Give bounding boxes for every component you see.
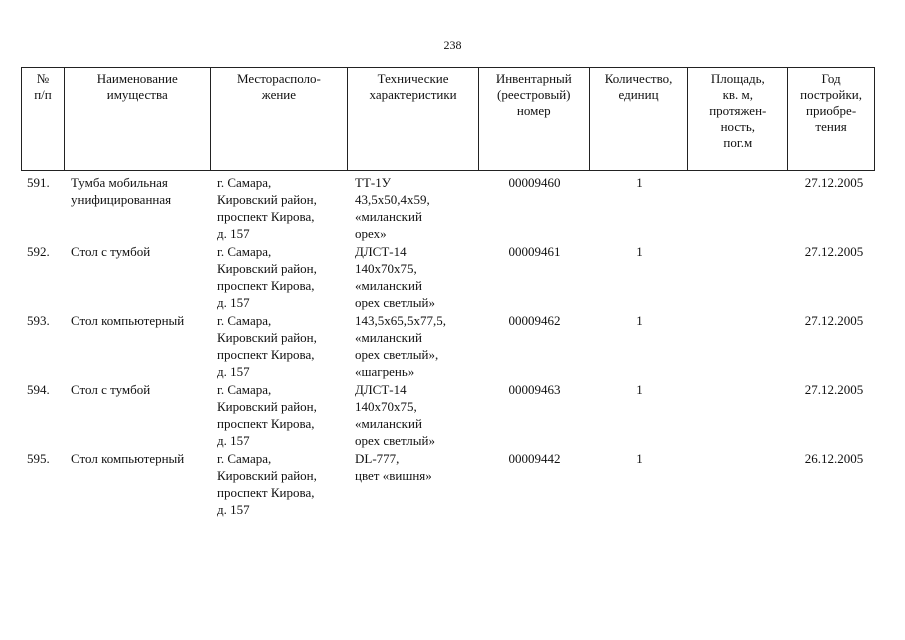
cell-name: Стол компьютерный [71,313,185,328]
header-year: Год постройки, приобре- тения [800,71,863,134]
cell-location: г. Самара, Кировский район, проспект Кирова, д. 157 [217,175,317,241]
cell-number: 595. [27,451,50,466]
header-name: Наименование имущества [65,68,211,170]
cell-area [689,171,789,240]
table-row [21,309,875,378]
table-row [21,378,875,447]
cell-number: 594. [27,382,50,397]
cell-quantity: 1 [636,175,643,190]
property-table [21,67,875,516]
cell-year: 27.12.2005 [804,313,864,328]
cell-name: Стол с тумбой [71,244,151,259]
header-location: Месторасполо- жение [211,68,349,170]
cell-area [689,309,789,378]
table-row [21,240,875,309]
cell-area [689,378,789,447]
cell-specs: ДЛСТ-14 140х70х75, «миланский орех светлый» [355,382,435,448]
cell-specs: DL-777, цвет «вишня» [355,451,432,483]
cell-year: 26.12.2005 [804,451,864,466]
cell-quantity: 1 [636,313,643,328]
header-inventory: Инвентарный (реестровый) номер [479,68,590,170]
table-header [21,67,875,171]
cell-specs: ДЛСТ-14 140х70х75, «миланский орех светлый» [355,244,435,310]
cell-location: г. Самара, Кировский район, проспект Кирова, д. 157 [217,244,317,310]
cell-quantity: 1 [636,451,643,466]
cell-area [689,447,789,516]
cell-year: 27.12.2005 [804,175,864,190]
cell-number: 591. [27,175,50,190]
cell-location: г. Самара, Кировский район, проспект Кирова, д. 157 [217,451,317,517]
header-specs: Технические характеристики [348,68,479,170]
cell-specs: ТТ-1У 43,5х50,4х59, «миланский орех» [355,175,430,241]
cell-name: Стол с тумбой [71,382,151,397]
cell-name: Стол компьютерный [71,451,185,466]
header-number: № п/п [22,68,65,170]
cell-specs: 143,5х65,5х77,5, «миланский орех светлый», «шагрень» [355,313,446,379]
cell-inventory: 00009460 [508,175,561,190]
cell-inventory: 00009461 [508,244,561,259]
cell-quantity: 1 [636,244,643,259]
cell-location: г. Самара, Кировский район, проспект Кирова, д. 157 [217,382,317,448]
cell-number: 593. [27,313,50,328]
page-number: 238 [443,38,462,52]
cell-year: 27.12.2005 [804,382,864,397]
table-row [21,447,875,516]
cell-year: 27.12.2005 [804,244,864,259]
cell-area [689,240,789,309]
cell-inventory: 00009463 [508,382,561,397]
cell-number: 592. [27,244,50,259]
cell-location: г. Самара, Кировский район, проспект Кирова, д. 157 [217,313,317,379]
header-quantity: Количество, единиц [590,68,689,170]
cell-quantity: 1 [636,382,643,397]
cell-name: Тумба мобильная унифицированная [71,175,172,207]
header-area: Площадь, кв. м, протяжен- ность, пог.м [688,68,788,170]
table-body [21,171,875,516]
cell-inventory: 00009442 [508,451,561,466]
cell-inventory: 00009462 [508,313,561,328]
table-row [21,171,875,240]
